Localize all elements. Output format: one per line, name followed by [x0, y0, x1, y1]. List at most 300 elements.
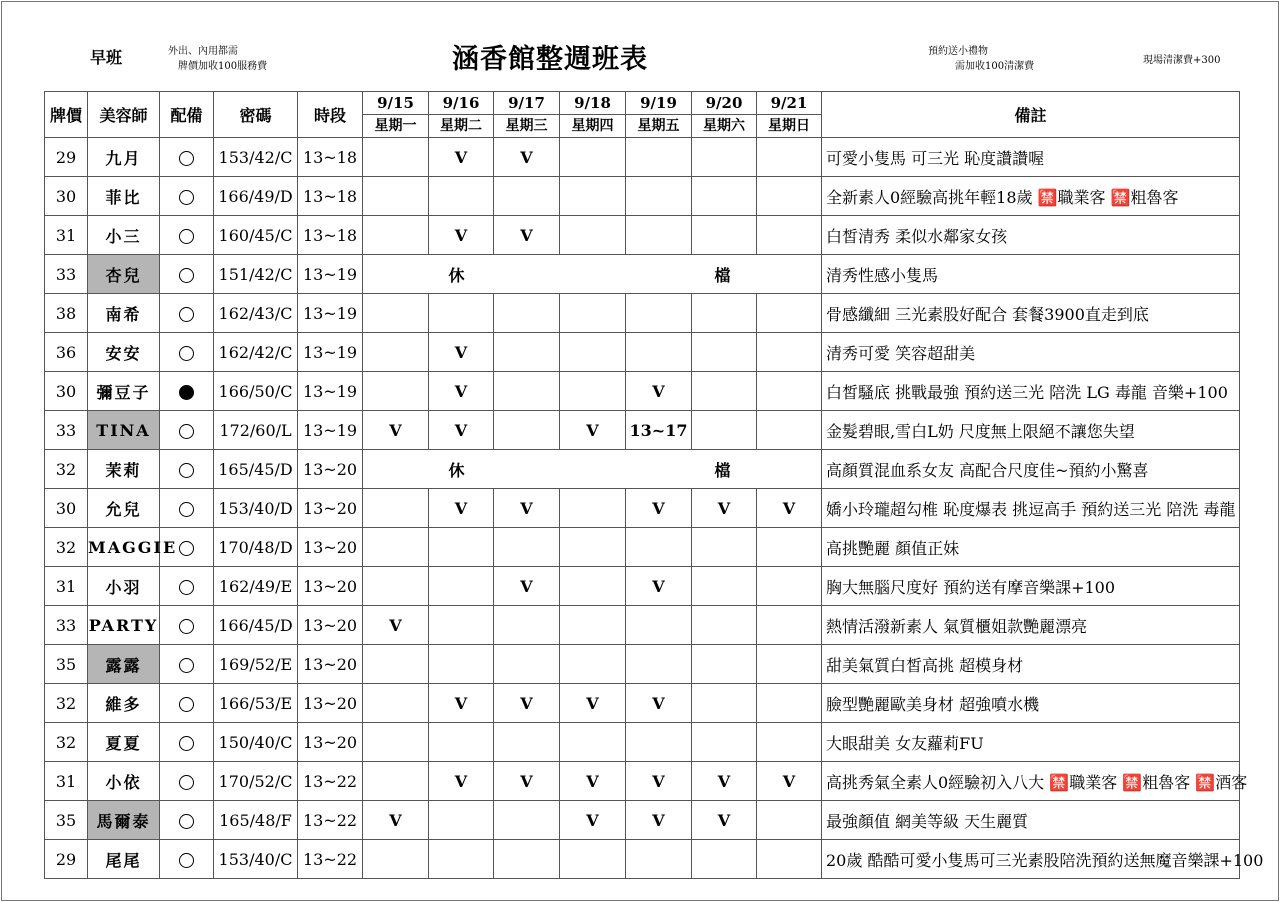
day-mark-cell: V — [494, 216, 560, 255]
day-mark-cell — [692, 333, 757, 372]
day-mark-cell: V — [429, 489, 494, 528]
empty-circle-icon — [179, 658, 194, 673]
equipment-cell — [160, 294, 214, 333]
remark-cell: 高挑艷麗 顏值正妹 — [822, 528, 1240, 567]
day-mark-cell — [692, 528, 757, 567]
code-cell: 150/40/C — [214, 723, 298, 762]
empty-circle-icon — [179, 151, 194, 166]
col-weekday: 星期一 — [363, 115, 429, 138]
stylist-name-cell: 茉莉 — [88, 450, 160, 489]
day-mark-cell — [757, 684, 822, 723]
equipment-cell — [160, 138, 214, 177]
price-cell: 32 — [45, 450, 88, 489]
table-row — [45, 684, 1240, 723]
equipment-cell — [160, 801, 214, 840]
day-mark-cell — [363, 138, 429, 177]
period-cell: 13~19 — [298, 294, 363, 333]
remark-cell: 熱情活潑新素人 氣質櫃姐款艷麗漂亮 — [822, 606, 1240, 645]
day-mark-cell: V — [560, 684, 626, 723]
cleaning-fee-note: 現場清潔費+300 — [1143, 55, 1221, 66]
day-mark-cell — [692, 723, 757, 762]
table-row — [45, 762, 1240, 801]
day-mark-cell — [757, 216, 822, 255]
day-mark-cell — [560, 489, 626, 528]
period-cell: 13~19 — [298, 411, 363, 450]
stylist-name-cell: 小羽 — [88, 567, 160, 606]
code-cell: 162/43/C — [214, 294, 298, 333]
equipment-cell — [160, 177, 214, 216]
day-mark-cell — [757, 528, 822, 567]
day-mark-cell — [363, 645, 429, 684]
col-code: 密碼 — [214, 92, 298, 138]
day-mark-cell: V — [560, 801, 626, 840]
col-date: 9/20 — [692, 92, 757, 115]
day-mark-cell: V — [560, 762, 626, 801]
day-mark-cell — [429, 801, 494, 840]
stylist-name-cell: 杏兒 — [88, 255, 160, 294]
price-cell: 30 — [45, 489, 88, 528]
equipment-cell — [160, 645, 214, 684]
day-mark-cell — [363, 294, 429, 333]
day-mark-cell — [626, 528, 692, 567]
rest-text: 檔 — [714, 265, 731, 285]
col-name: 美容師 — [88, 92, 160, 138]
code-cell: 162/49/E — [214, 567, 298, 606]
empty-circle-icon — [179, 814, 194, 829]
empty-circle-icon — [179, 307, 194, 322]
remark-cell: 清秀性感小隻馬 — [822, 255, 1240, 294]
period-cell: 13~19 — [298, 333, 363, 372]
period-cell: 13~19 — [298, 372, 363, 411]
period-cell: 13~20 — [298, 528, 363, 567]
table-row — [45, 294, 1240, 333]
code-cell: 166/50/C — [214, 372, 298, 411]
remark-cell: 金髮碧眼,雪白L奶 尺度無上限絕不讓您失望 — [822, 411, 1240, 450]
day-mark-cell: V — [429, 333, 494, 372]
day-mark-cell — [626, 333, 692, 372]
code-cell: 153/42/C — [214, 138, 298, 177]
col-date: 9/18 — [560, 92, 626, 115]
day-mark-cell — [692, 567, 757, 606]
day-mark-cell — [757, 294, 822, 333]
equipment-cell — [160, 255, 214, 294]
page-title: 涵香館整週班表 — [452, 44, 648, 75]
remark-cell: 大眼甜美 女友蘿莉FU — [822, 723, 1240, 762]
empty-circle-icon — [179, 190, 194, 205]
day-mark-cell: V — [626, 801, 692, 840]
day-mark-cell — [560, 567, 626, 606]
price-cell: 33 — [45, 411, 88, 450]
day-mark-cell — [494, 645, 560, 684]
col-weekday: 星期五 — [626, 115, 692, 138]
day-mark-cell — [363, 333, 429, 372]
code-cell: 153/40/D — [214, 489, 298, 528]
price-cell: 32 — [45, 684, 88, 723]
weekly-schedule-table — [44, 91, 1264, 879]
price-cell: 33 — [45, 255, 88, 294]
stylist-name-cell: 南希 — [88, 294, 160, 333]
col-weekday: 星期二 — [429, 115, 494, 138]
price-cell: 30 — [45, 372, 88, 411]
remark-cell: 胸大無腦尺度好 預約送有摩音樂課+100 — [822, 567, 1240, 606]
day-mark-cell: V — [494, 567, 560, 606]
equipment-cell — [160, 372, 214, 411]
col-remarks: 備註 — [822, 92, 1240, 138]
day-mark-cell: V — [626, 567, 692, 606]
table-row — [45, 138, 1240, 177]
day-mark-cell — [757, 177, 822, 216]
day-mark-cell — [692, 138, 757, 177]
period-cell: 13~22 — [298, 801, 363, 840]
day-mark-cell — [494, 840, 560, 879]
day-mark-cell — [626, 723, 692, 762]
period-cell: 13~18 — [298, 138, 363, 177]
stylist-name-cell: 維多 — [88, 684, 160, 723]
service-fee-note-line-2: 牌價加收100服務費 — [178, 61, 268, 72]
code-cell: 166/53/E — [214, 684, 298, 723]
empty-circle-icon — [179, 229, 194, 244]
day-mark-cell — [429, 177, 494, 216]
period-cell: 13~22 — [298, 840, 363, 879]
remark-cell: 高挑秀氣全素人0經驗初入八大 🈲職業客 🈲粗魯客 🈲酒客 — [822, 762, 1240, 801]
empty-circle-icon — [179, 502, 194, 517]
period-cell: 13~20 — [298, 489, 363, 528]
stylist-name-cell: 小三 — [88, 216, 160, 255]
day-mark-cell: V — [363, 606, 429, 645]
table-row — [45, 567, 1240, 606]
day-mark-cell — [757, 333, 822, 372]
empty-circle-icon — [179, 853, 194, 868]
day-mark-cell — [494, 411, 560, 450]
period-cell: 13~20 — [298, 645, 363, 684]
day-mark-cell — [363, 177, 429, 216]
rest-cell — [363, 450, 822, 489]
price-cell: 32 — [45, 528, 88, 567]
day-mark-cell — [626, 606, 692, 645]
day-mark-cell: V — [494, 684, 560, 723]
price-cell: 30 — [45, 177, 88, 216]
empty-circle-icon — [179, 619, 194, 634]
day-mark-cell — [560, 528, 626, 567]
day-mark-cell — [757, 840, 822, 879]
empty-circle-icon — [179, 775, 194, 790]
day-mark-cell — [363, 723, 429, 762]
period-cell: 13~20 — [298, 606, 363, 645]
code-cell: 166/49/D — [214, 177, 298, 216]
day-mark-cell: V — [494, 138, 560, 177]
col-date: 9/17 — [494, 92, 560, 115]
day-mark-cell — [560, 294, 626, 333]
day-mark-cell: V — [363, 801, 429, 840]
price-cell: 31 — [45, 567, 88, 606]
day-mark-cell — [363, 762, 429, 801]
day-mark-cell: V — [429, 216, 494, 255]
code-cell: 165/45/D — [214, 450, 298, 489]
equipment-cell — [160, 840, 214, 879]
day-mark-cell: V — [626, 762, 692, 801]
period-cell: 13~20 — [298, 450, 363, 489]
day-mark-cell — [429, 645, 494, 684]
day-mark-cell: V — [757, 489, 822, 528]
table-row — [45, 645, 1240, 684]
table-row — [45, 177, 1240, 216]
stylist-name-cell: MAGGIE — [88, 528, 160, 567]
day-mark-cell: V — [429, 138, 494, 177]
day-mark-cell — [429, 567, 494, 606]
code-cell: 160/45/C — [214, 216, 298, 255]
booking-gift-note-line-1: 預約送小禮物 — [928, 46, 988, 57]
empty-circle-icon — [179, 463, 194, 478]
day-mark-cell — [626, 216, 692, 255]
empty-circle-icon — [179, 541, 194, 556]
empty-circle-icon — [179, 346, 194, 361]
rest-cell — [363, 255, 822, 294]
day-mark-cell — [757, 723, 822, 762]
day-mark-cell — [626, 138, 692, 177]
day-mark-cell — [626, 840, 692, 879]
day-mark-cell — [560, 333, 626, 372]
day-mark-cell: V — [560, 411, 626, 450]
code-cell: 165/48/F — [214, 801, 298, 840]
day-mark-cell — [363, 567, 429, 606]
empty-circle-icon — [179, 268, 194, 283]
price-cell: 31 — [45, 216, 88, 255]
equipment-cell — [160, 606, 214, 645]
remark-cell: 臉型艷麗歐美身材 超強噴水機 — [822, 684, 1240, 723]
empty-circle-icon — [179, 736, 194, 751]
day-mark-cell — [494, 333, 560, 372]
stylist-name-cell: PARTY — [88, 606, 160, 645]
day-mark-cell — [429, 294, 494, 333]
table-row — [45, 411, 1240, 450]
rest-text: 休 — [448, 265, 465, 285]
code-cell: 170/52/C — [214, 762, 298, 801]
period-cell: 13~20 — [298, 567, 363, 606]
remark-cell: 嬌小玲瓏超勾椎 恥度爆表 挑逗高手 預約送三光 陪洗 毒龍 — [822, 489, 1240, 528]
stylist-name-cell: 允兒 — [88, 489, 160, 528]
stylist-name-cell: 彌豆子 — [88, 372, 160, 411]
day-mark-cell — [560, 840, 626, 879]
stylist-name-cell: 小依 — [88, 762, 160, 801]
equipment-cell — [160, 762, 214, 801]
period-cell: 13~18 — [298, 216, 363, 255]
col-date: 9/16 — [429, 92, 494, 115]
stylist-name-cell: 九月 — [88, 138, 160, 177]
price-cell: 29 — [45, 138, 88, 177]
day-mark-cell: V — [494, 489, 560, 528]
table-row — [45, 372, 1240, 411]
day-mark-cell — [626, 294, 692, 333]
table-row — [45, 606, 1240, 645]
day-mark-cell — [560, 723, 626, 762]
col-weekday: 星期日 — [757, 115, 822, 138]
day-mark-cell: 13~17 — [626, 411, 692, 450]
stylist-name-cell: 露露 — [88, 645, 160, 684]
day-mark-cell — [692, 840, 757, 879]
col-weekday: 星期四 — [560, 115, 626, 138]
day-mark-cell: V — [626, 372, 692, 411]
day-mark-cell: V — [626, 489, 692, 528]
day-mark-cell — [363, 840, 429, 879]
code-cell: 169/52/E — [214, 645, 298, 684]
table-row — [45, 489, 1240, 528]
day-mark-cell — [560, 138, 626, 177]
table-row — [45, 216, 1240, 255]
period-cell: 13~20 — [298, 723, 363, 762]
day-mark-cell — [692, 606, 757, 645]
equipment-cell — [160, 216, 214, 255]
period-cell: 13~22 — [298, 762, 363, 801]
day-mark-cell — [626, 645, 692, 684]
day-mark-cell — [429, 723, 494, 762]
day-mark-cell: V — [692, 489, 757, 528]
remark-cell: 全新素人0經驗高挑年輕18歲 🈲職業客 🈲粗魯客 — [822, 177, 1240, 216]
day-mark-cell — [494, 528, 560, 567]
day-mark-cell — [560, 645, 626, 684]
stylist-name-cell: 安安 — [88, 333, 160, 372]
col-date: 9/19 — [626, 92, 692, 115]
price-cell: 36 — [45, 333, 88, 372]
stylist-name-cell: 夏夏 — [88, 723, 160, 762]
equipment-cell — [160, 333, 214, 372]
equipment-cell — [160, 450, 214, 489]
day-mark-cell — [494, 177, 560, 216]
period-cell: 13~18 — [298, 177, 363, 216]
equipment-cell — [160, 567, 214, 606]
day-mark-cell: V — [429, 762, 494, 801]
remark-cell: 高顏質混血系女友 高配合尺度佳~預約小驚喜 — [822, 450, 1240, 489]
service-fee-note — [168, 44, 267, 74]
period-cell: 13~20 — [298, 684, 363, 723]
day-mark-cell — [429, 606, 494, 645]
remark-cell: 最強顏值 網美等級 天生麗質 — [822, 801, 1240, 840]
price-cell: 35 — [45, 801, 88, 840]
day-mark-cell — [429, 840, 494, 879]
col-equip: 配備 — [160, 92, 214, 138]
empty-circle-icon — [179, 424, 194, 439]
day-mark-cell — [626, 177, 692, 216]
col-price: 牌價 — [45, 92, 88, 138]
stylist-name-cell: 尾尾 — [88, 840, 160, 879]
col-date: 9/15 — [363, 92, 429, 115]
table-row — [45, 840, 1240, 879]
table-row — [45, 450, 1240, 489]
rest-text: 檔 — [714, 460, 731, 480]
booking-gift-note — [928, 44, 1034, 74]
day-mark-cell — [560, 177, 626, 216]
day-mark-cell — [363, 528, 429, 567]
day-mark-cell: V — [757, 762, 822, 801]
price-cell: 31 — [45, 762, 88, 801]
day-mark-cell — [692, 294, 757, 333]
header-row-dates — [45, 92, 1240, 115]
equipment-cell — [160, 684, 214, 723]
day-mark-cell — [363, 684, 429, 723]
code-cell: 166/45/D — [214, 606, 298, 645]
equipment-cell — [160, 411, 214, 450]
booking-gift-note-line-2: 需加收100清潔費 — [955, 61, 1035, 72]
stylist-name-cell: 菲比 — [88, 177, 160, 216]
day-mark-cell — [757, 801, 822, 840]
shift-label: 早班 — [90, 48, 123, 67]
empty-circle-icon — [179, 697, 194, 712]
price-cell: 32 — [45, 723, 88, 762]
day-mark-cell — [692, 645, 757, 684]
price-cell: 29 — [45, 840, 88, 879]
remark-cell: 骨感纖細 三光素股好配合 套餐3900直走到底 — [822, 294, 1240, 333]
day-mark-cell — [560, 606, 626, 645]
remark-cell: 清秀可愛 笑容超甜美 — [822, 333, 1240, 372]
day-mark-cell — [692, 411, 757, 450]
day-mark-cell — [692, 372, 757, 411]
day-mark-cell — [757, 411, 822, 450]
code-cell: 151/42/C — [214, 255, 298, 294]
code-cell: 170/48/D — [214, 528, 298, 567]
day-mark-cell: V — [429, 684, 494, 723]
empty-circle-icon — [179, 580, 194, 595]
day-mark-cell: V — [626, 684, 692, 723]
price-cell: 38 — [45, 294, 88, 333]
col-period: 時段 — [298, 92, 363, 138]
day-mark-cell — [692, 216, 757, 255]
day-mark-cell — [363, 216, 429, 255]
schedule-body — [45, 138, 1264, 879]
day-mark-cell — [757, 372, 822, 411]
rest-text: 休 — [448, 460, 465, 480]
day-mark-cell — [757, 606, 822, 645]
day-mark-cell — [560, 216, 626, 255]
day-mark-cell — [757, 567, 822, 606]
day-mark-cell: V — [692, 801, 757, 840]
day-mark-cell — [429, 528, 494, 567]
day-mark-cell — [494, 606, 560, 645]
table-row — [45, 801, 1240, 840]
remark-cell: 白皙騷底 挑戰最強 預約送三光 陪洗 LG 毒龍 音樂+100 — [822, 372, 1240, 411]
period-cell: 13~19 — [298, 255, 363, 294]
remark-cell: 甜美氣質白皙高挑 超模身材 — [822, 645, 1240, 684]
day-mark-cell — [757, 138, 822, 177]
col-weekday: 星期六 — [692, 115, 757, 138]
day-mark-cell — [494, 372, 560, 411]
col-date: 9/21 — [757, 92, 822, 115]
code-cell: 172/60/L — [214, 411, 298, 450]
equipment-cell — [160, 723, 214, 762]
day-mark-cell — [692, 684, 757, 723]
day-mark-cell: V — [429, 411, 494, 450]
col-weekday: 星期三 — [494, 115, 560, 138]
day-mark-cell: V — [429, 372, 494, 411]
price-cell: 33 — [45, 606, 88, 645]
stylist-name-cell: 馬爾泰 — [88, 801, 160, 840]
day-mark-cell: V — [363, 411, 429, 450]
remark-cell: 20歲 酷酷可愛小隻馬可三光素股陪洗預約送無魔音樂課+100 — [822, 840, 1240, 879]
price-cell: 35 — [45, 645, 88, 684]
table-row — [45, 528, 1240, 567]
remark-cell: 可愛小隻馬 可三光 恥度讚讚喔 — [822, 138, 1240, 177]
code-cell: 162/42/C — [214, 333, 298, 372]
day-mark-cell — [363, 372, 429, 411]
day-mark-cell — [494, 723, 560, 762]
day-mark-cell — [757, 645, 822, 684]
day-mark-cell: V — [494, 762, 560, 801]
remark-cell: 白皙清秀 柔似水鄰家女孩 — [822, 216, 1240, 255]
equipment-cell — [160, 489, 214, 528]
stylist-name-cell: TINA — [88, 411, 160, 450]
table-row — [45, 723, 1240, 762]
filled-circle-icon — [179, 385, 194, 400]
table-row — [45, 255, 1240, 294]
day-mark-cell — [692, 177, 757, 216]
